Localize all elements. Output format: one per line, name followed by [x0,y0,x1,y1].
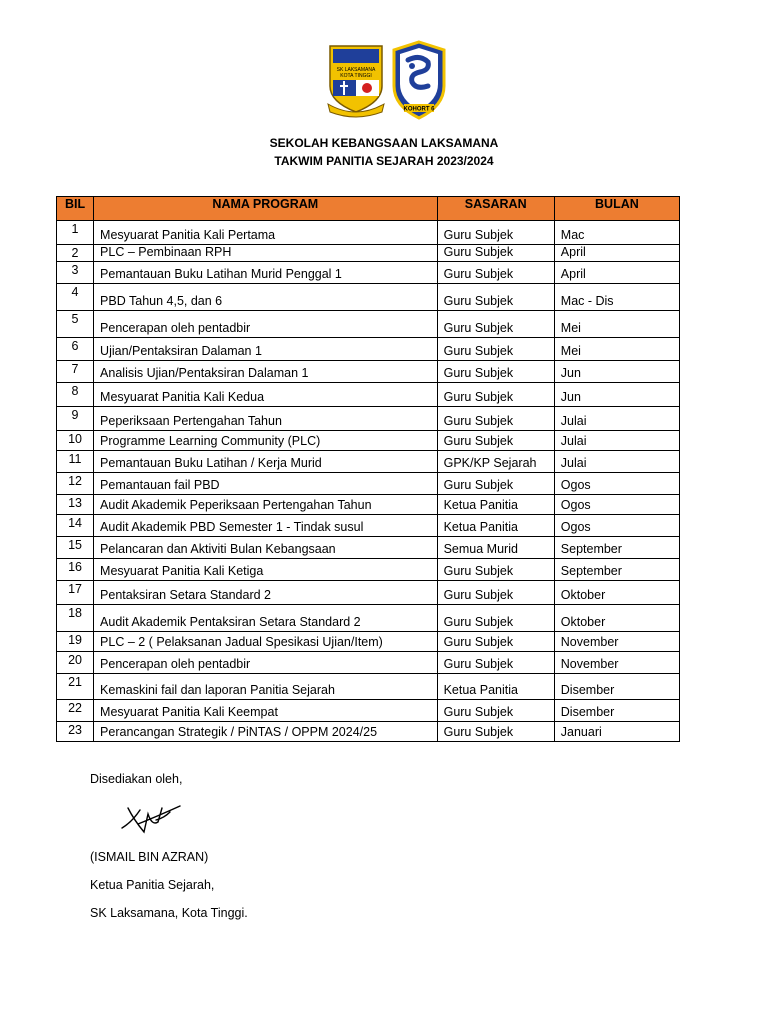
cell-bulan: Mei [554,311,679,338]
cell-sasaran: Guru Subjek [437,338,554,361]
cell-nama-program: PLC – Pembinaan RPH [94,245,438,262]
cell-sasaran: Guru Subjek [437,605,554,632]
cell-sasaran: Guru Subjek [437,311,554,338]
cell-bil: 7 [57,361,94,383]
signatory-name: (ISMAIL BIN AZRAN) [90,850,209,864]
logo-text-line-1: SK LAKSAMANA [336,67,376,73]
cell-bulan: September [554,537,679,559]
cell-bulan: Jun [554,361,679,383]
cell-bil: 2 [57,245,94,262]
signatory-position: Ketua Panitia Sejarah, [90,878,215,892]
cell-bil: 6 [57,338,94,361]
cell-nama-program: Kemaskini fail dan laporan Panitia Sejarah [94,674,438,700]
cell-bulan: Julai [554,407,679,431]
table-row [57,605,680,632]
table-header-row [57,197,680,221]
cell-nama-program: Analisis Ujian/Pentaksiran Dalaman 1 [94,361,438,383]
cell-bil: 20 [57,652,94,674]
header-logos [0,40,768,122]
cell-sasaran: Ketua Panitia [437,674,554,700]
handwritten-signature [118,798,188,838]
cell-bulan: Disember [554,700,679,722]
table-row [57,262,680,284]
signatory-school: SK Laksamana, Kota Tinggi. [90,906,248,920]
table-row [57,537,680,559]
table-row [57,652,680,674]
cell-bulan: Mei [554,338,679,361]
table-row [57,674,680,700]
cell-bil: 23 [57,722,94,742]
table-row [57,431,680,451]
cell-nama-program: Pencerapan oleh pentadbir [94,652,438,674]
table-row [57,515,680,537]
cell-sasaran: Ketua Panitia [437,495,554,515]
cell-sasaran: Guru Subjek [437,431,554,451]
cell-sasaran: Guru Subjek [437,632,554,652]
cell-bulan: Oktober [554,605,679,632]
table-row [57,581,680,605]
cell-bil: 5 [57,311,94,338]
cell-sasaran: Guru Subjek [437,361,554,383]
cell-nama-program: Mesyuarat Panitia Kali Pertama [94,221,438,245]
cell-nama-program: Mesyuarat Panitia Kali Kedua [94,383,438,407]
column-header-bulan: BULAN [554,197,679,221]
cell-nama-program: Audit Akademik Pentaksiran Setara Standard 2 [94,605,438,632]
logo-text-line-2: KOTA TINGGI [340,73,372,79]
cell-bulan: Mac - Dis [554,284,679,311]
cell-sasaran: Ketua Panitia [437,515,554,537]
cell-nama-program: Mesyuarat Panitia Kali Ketiga [94,559,438,581]
cell-sasaran: Guru Subjek [437,221,554,245]
cell-bil: 18 [57,605,94,632]
table-row [57,383,680,407]
cell-bulan: April [554,245,679,262]
table-row [57,632,680,652]
cell-nama-program: Pelancaran dan Aktiviti Bulan Kebangsaan [94,537,438,559]
prepared-by-label: Disediakan oleh, [90,772,183,786]
column-header-nama-program: NAMA PROGRAM [94,197,438,221]
cell-sasaran: Guru Subjek [437,407,554,431]
cell-bil: 3 [57,262,94,284]
cell-sasaran: Semua Murid [437,537,554,559]
cell-bulan: Julai [554,431,679,451]
cell-nama-program: Pencerapan oleh pentadbir [94,311,438,338]
cell-nama-program: Peperiksaan Pertengahan Tahun [94,407,438,431]
table-body [57,221,680,742]
cell-bil: 17 [57,581,94,605]
cell-sasaran: Guru Subjek [437,559,554,581]
table-row [57,221,680,245]
cell-nama-program: Audit Akademik PBD Semester 1 - Tindak susul [94,515,438,537]
table-row [57,722,680,742]
cell-nama-program: Audit Akademik Peperiksaan Pertengahan Tahun [94,495,438,515]
cell-bulan: Julai [554,451,679,473]
cell-nama-program: Pemantauan Buku Latihan / Kerja Murid [94,451,438,473]
cell-bil: 12 [57,473,94,495]
table-row [57,311,680,338]
cell-bulan: Ogos [554,473,679,495]
cell-bil: 1 [57,221,94,245]
cell-sasaran: Guru Subjek [437,383,554,407]
table-row [57,407,680,431]
cell-sasaran: Guru Subjek [437,262,554,284]
cell-bil: 21 [57,674,94,700]
table-row [57,559,680,581]
cell-sasaran: Guru Subjek [437,245,554,262]
cell-bil: 11 [57,451,94,473]
cell-bil: 13 [57,495,94,515]
table-row [57,495,680,515]
column-header-sasaran: SASARAN [437,197,554,221]
cell-nama-program: PBD Tahun 4,5, dan 6 [94,284,438,311]
kohort-label: KOHORT 6 [403,106,435,113]
cell-sasaran: Guru Subjek [437,284,554,311]
school-crest-logo [326,42,386,118]
cell-bulan: Ogos [554,495,679,515]
table-row [57,361,680,383]
cell-bulan: Ogos [554,515,679,537]
document-title: TAKWIM PANITIA SEJARAH 2023/2024 [274,154,494,168]
table-row [57,473,680,495]
cell-bil: 4 [57,284,94,311]
cell-bulan: November [554,652,679,674]
cell-nama-program: PLC – 2 ( Pelaksanan Jadual Spesikasi Ujian/Item) [94,632,438,652]
cell-bulan: Mac [554,221,679,245]
table-row [57,284,680,311]
cell-bil: 9 [57,407,94,431]
table-row [57,451,680,473]
cell-bil: 10 [57,431,94,451]
cell-bil: 15 [57,537,94,559]
cell-sasaran: GPK/KP Sejarah [437,451,554,473]
cell-sasaran: Guru Subjek [437,722,554,742]
cell-bil: 14 [57,515,94,537]
table-row [57,700,680,722]
table-row [57,245,680,262]
school-name: SEKOLAH KEBANGSAAN LAKSAMANA [269,136,499,150]
column-header-bil: BIL [57,197,94,221]
cell-bulan: November [554,632,679,652]
cell-sasaran: Guru Subjek [437,700,554,722]
cell-nama-program: Pemantauan Buku Latihan Murid Penggal 1 [94,262,438,284]
cell-nama-program: Mesyuarat Panitia Kali Keempat [94,700,438,722]
cell-bulan: September [554,559,679,581]
cell-sasaran: Guru Subjek [437,473,554,495]
cell-bil: 8 [57,383,94,407]
cell-bulan: April [554,262,679,284]
cell-bulan: Oktober [554,581,679,605]
cell-nama-program: Ujian/Pentaksiran Dalaman 1 [94,338,438,361]
cell-sasaran: Guru Subjek [437,652,554,674]
cell-nama-program: Pentaksiran Setara Standard 2 [94,581,438,605]
cell-nama-program: Perancangan Strategik / PiNTAS / OPPM 2024/25 [94,722,438,742]
cell-nama-program: Pemantauan fail PBD [94,473,438,495]
cell-nama-program: Programme Learning Community (PLC) [94,431,438,451]
cell-sasaran: Guru Subjek [437,581,554,605]
cell-bil: 19 [57,632,94,652]
cell-bil: 16 [57,559,94,581]
cell-bulan: Januari [554,722,679,742]
cell-bil: 22 [57,700,94,722]
takwim-table [56,196,680,742]
cell-bulan: Disember [554,674,679,700]
table-row [57,338,680,361]
cell-bulan: Jun [554,383,679,407]
kohort-logo [390,40,448,122]
